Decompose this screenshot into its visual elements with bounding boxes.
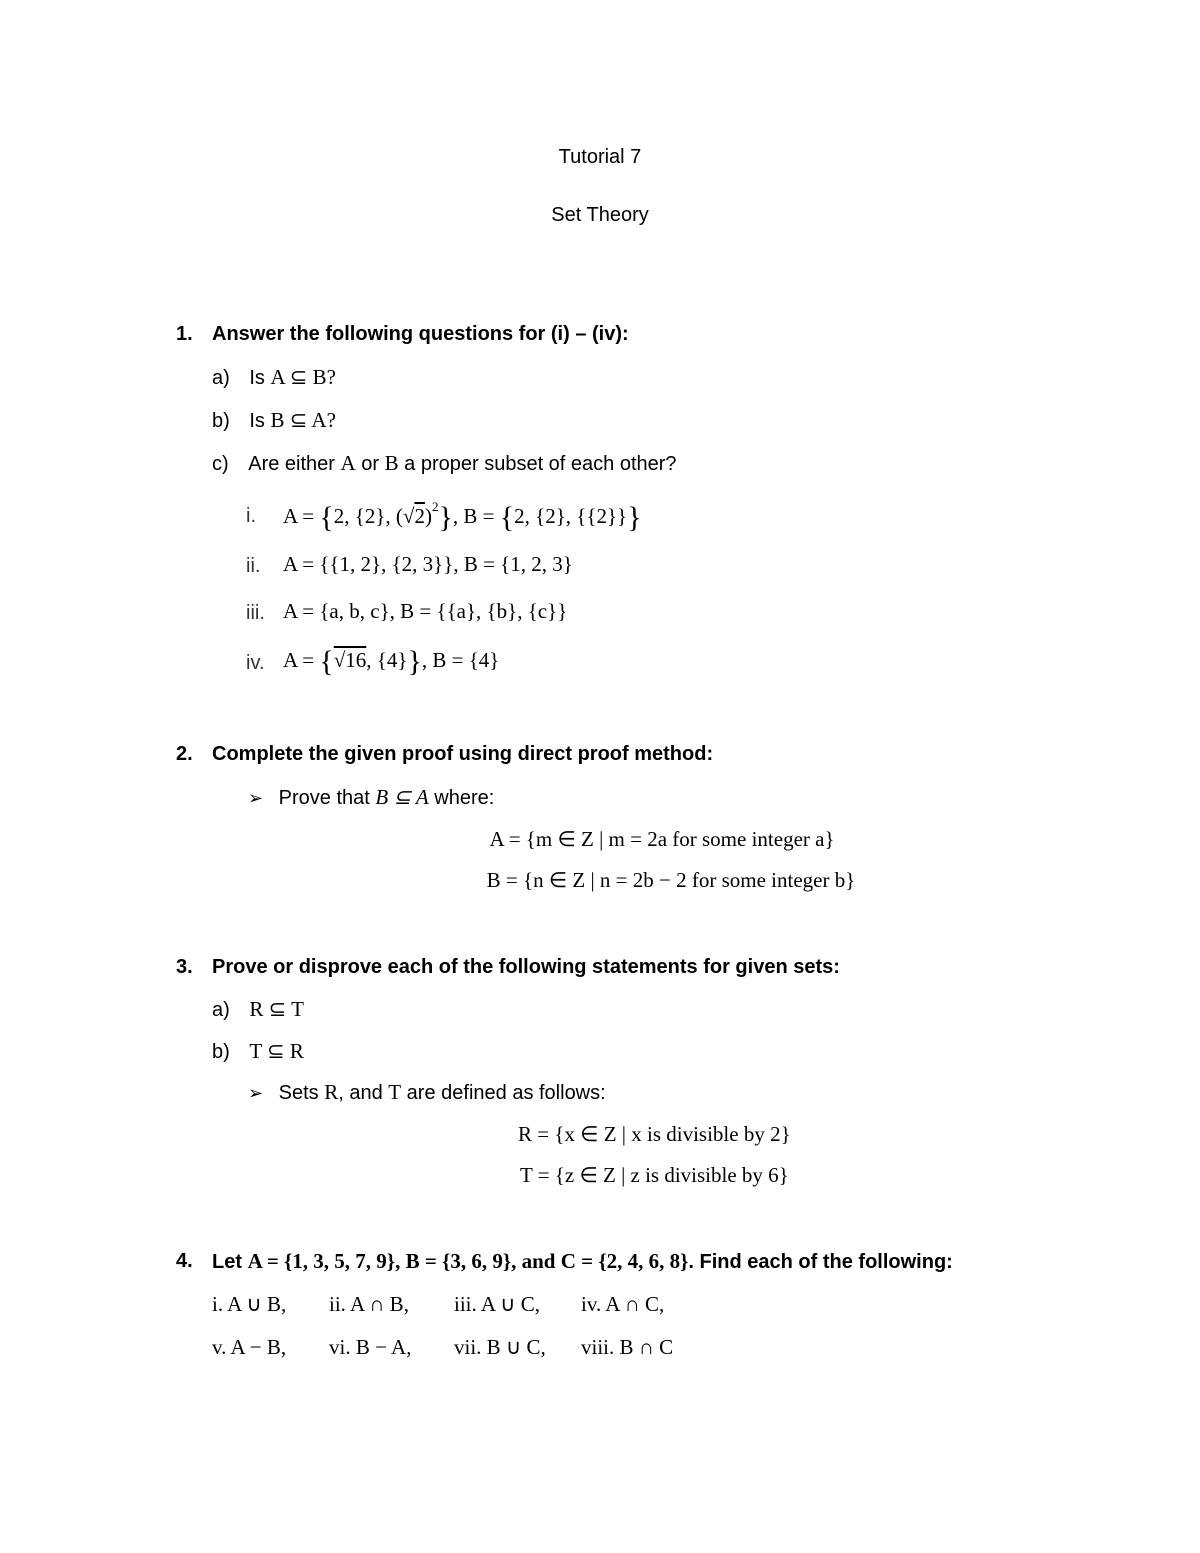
set-a-content: 2, {2}, (√ [333, 504, 415, 528]
def-text: Sets [278, 1082, 325, 1104]
brace-close: } [438, 501, 453, 534]
def-math: R [324, 1080, 339, 1104]
q4-op-1: i. A ∪ B, [212, 1292, 287, 1316]
brace-open: { [319, 501, 334, 534]
brace-close: } [627, 501, 642, 534]
page-subtitle: Set Theory [551, 204, 649, 226]
set-a-eq: A = [283, 648, 320, 672]
item-label: ii. [246, 555, 261, 577]
part-text: a proper subset of each other? [398, 453, 677, 475]
part-label: a) [212, 999, 230, 1021]
arrow-bullet-icon: ➢ [248, 788, 264, 808]
q2-set-b: B = {n ∈ Z | n = 2b − 2 for some integer b} [486, 868, 856, 892]
arrow-bullet-icon: ➢ [248, 1083, 264, 1103]
brace-open: { [319, 645, 334, 678]
q1-item-ii: A = {{1, 2}, {2, 3}}, B = {1, 2, 3} [283, 552, 573, 576]
part-label: a) [212, 367, 230, 389]
q3-set-t: T = {z ∈ Z | z is divisible by 6} [520, 1163, 789, 1187]
q1-item-iv [283, 647, 499, 677]
q2-prove-line [248, 787, 494, 808]
q4-op-8: viii. B ∩ C [581, 1335, 674, 1359]
q3-part-b [212, 1041, 304, 1062]
prove-math: B ⊆ A [375, 785, 429, 809]
q4-post: . Find each of the following: [688, 1251, 953, 1273]
part-text: Are either [248, 453, 341, 475]
item-label: iii. [246, 602, 265, 624]
q3-def-line [248, 1082, 606, 1103]
part-label: c) [212, 453, 229, 475]
q4-math: A = {1, 3, 5, 7, 9}, B = {3, 6, 9}, and C = {2, 4, 6, 8} [247, 1249, 689, 1273]
prove-text: where: [428, 787, 495, 809]
def-text: , and [338, 1082, 389, 1104]
item-label: i. [246, 505, 256, 527]
q4-op-7: vii. B ∪ C, [454, 1335, 546, 1359]
part-label: b) [212, 410, 230, 432]
q4-op-3: iii. A ∪ C, [454, 1292, 540, 1316]
part-math: A ⊆ B? [270, 365, 336, 389]
q4-op-6: vi. B − A, [329, 1335, 412, 1359]
q1-item-i [283, 500, 642, 533]
q2-number: 2. [176, 743, 193, 765]
set-b-content: 2, {2}, {{2}} [514, 504, 628, 528]
prove-text: Prove that [278, 787, 376, 809]
q3-part-a [212, 999, 304, 1020]
q1-part-c [212, 453, 677, 474]
q1-part-a [212, 367, 336, 388]
q4-op-2: ii. A ∩ B, [329, 1292, 409, 1316]
root-sqrt16: √16 [333, 648, 367, 672]
q4-op-4: iv. A ∩ C, [581, 1292, 665, 1316]
q4-let: Let [212, 1251, 248, 1273]
part-math: B [384, 451, 399, 475]
set-a-content: , {4} [366, 648, 408, 672]
set-a-eq: A = [283, 504, 320, 528]
q1-part-b [212, 410, 336, 431]
set-b-eq: , B = [452, 504, 500, 528]
brace-close: } [407, 645, 422, 678]
brace-open: { [499, 501, 515, 534]
def-math: T [388, 1080, 402, 1104]
q1-item-iii: A = {a, b, c}, B = {{a}, {b}, {c}} [283, 599, 568, 623]
exponent: 2 [431, 499, 439, 514]
item-label: iv. [246, 652, 265, 674]
q1-number: 1. [176, 323, 193, 345]
q3-title: Prove or disprove each of the following statements for given sets: [212, 956, 840, 978]
q3-number: 3. [176, 956, 193, 978]
q3-set-r: R = {x ∈ Z | x is divisible by 2} [518, 1122, 791, 1146]
def-text: are defined as follows: [401, 1082, 606, 1104]
part-text: Is [249, 367, 271, 389]
part-math: A [340, 451, 356, 475]
q4-title [212, 1251, 953, 1272]
q2-title: Complete the given proof using direct proof method: [212, 743, 714, 765]
q4-number: 4. [176, 1250, 193, 1272]
part-text: or [355, 453, 385, 475]
page-title: Tutorial 7 [558, 146, 642, 168]
part-math: B ⊆ A? [270, 408, 336, 432]
part-math: T ⊆ R [249, 1039, 304, 1063]
q2-set-a: A = {m ∈ Z | m = 2a for some integer a} [489, 827, 835, 851]
part-text: Is [249, 410, 271, 432]
part-math: R ⊆ T [249, 997, 304, 1021]
root-radicand: 2 [414, 504, 425, 528]
set-b-eq: , B = {4} [421, 648, 500, 672]
paren-close: ) [424, 504, 432, 528]
q4-op-5: v. A − B, [212, 1335, 287, 1359]
q1-title: Answer the following questions for (i) – (iv): [212, 323, 629, 345]
part-label: b) [212, 1041, 230, 1063]
